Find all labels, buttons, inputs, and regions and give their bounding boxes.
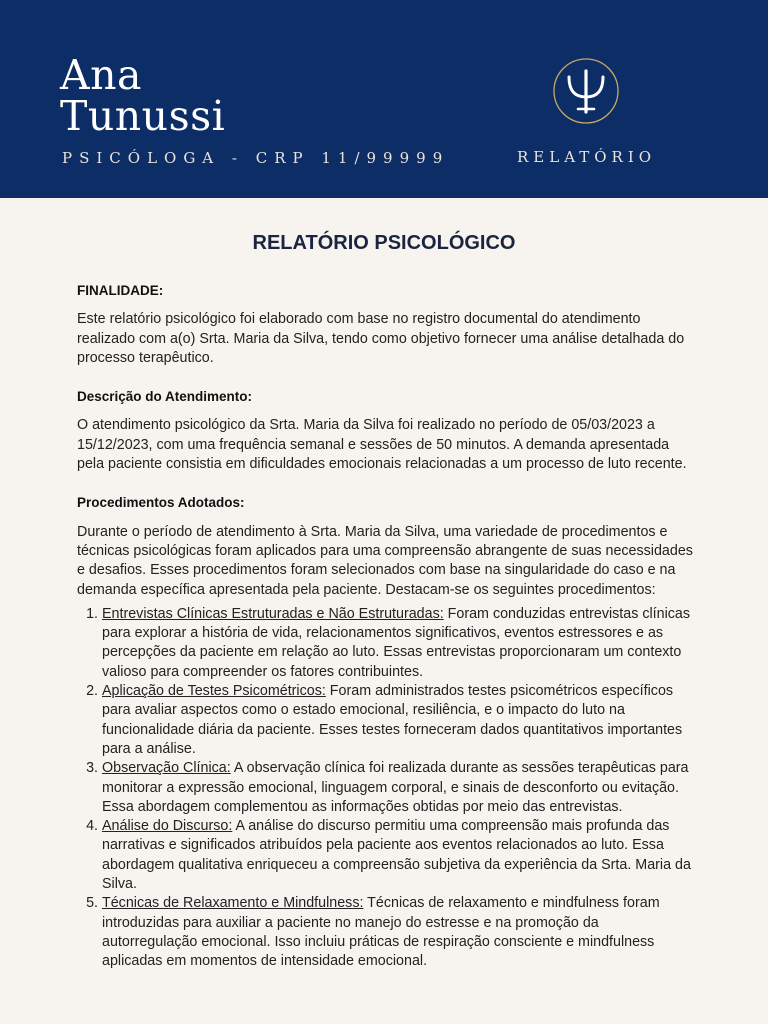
procedure-text: A análise do discurso permitiu uma compreensão mais profunda das narrativas e significados atribuídos pela paciente aos eventos relacionados ao luto. Essa abordagem qualitativa enriqueceu a compreensão subjetiva da experiência da Srta. Maria da Silva. <box>102 818 691 893</box>
section-descricao <box>77 387 697 474</box>
psi-icon <box>552 57 620 125</box>
list-item <box>102 759 697 817</box>
document-body <box>77 281 697 972</box>
author-first-name: Ana <box>60 51 142 99</box>
procedure-title: Técnicas de Relaxamento e Mindfulness: <box>102 895 364 912</box>
procedure-title: Entrevistas Clínicas Estruturadas e Não Estruturadas: <box>102 605 444 622</box>
procedure-text: Foram conduzidas entrevistas clínicas para explorar a história de vida, relacionamentos significativos, eventos estressores e as percepções da paciente em relação ao luto. Essas entrevistas proporcionaram um contexto valioso para compreender os fatores contribuintes. <box>102 605 691 680</box>
section-finalidade <box>77 281 697 368</box>
list-item <box>102 817 697 894</box>
logo-label: RELATÓRIO <box>517 148 657 166</box>
list-item <box>102 894 697 971</box>
section-heading: Procedimentos Adotados: <box>77 495 245 511</box>
section-text: Durante o período de atendimento à Srta. Maria da Silva, uma variedade de procedimentos e técnicas psicológicas foram aplicados para uma compreensão abrangente de suas necessidades e desafios. Esses procedimentos foram selecionados com base na singularidade do caso e na demanda específica apresentada pela paciente. Destacam-se os seguintes procedimentos: <box>77 523 693 598</box>
list-item <box>102 682 697 759</box>
author-last-name: Tunussi <box>60 92 226 140</box>
procedure-title: Análise do Discurso: <box>102 818 233 835</box>
procedure-text: Foram administrados testes psicométricos específicos para avaliar aspectos como o estado emocional, resiliência, e o impacto do luto na funcionalidade diária da paciente. Esses testes forneceram dados quantitativos importantes para a análise. <box>102 683 683 757</box>
section-text: O atendimento psicológico da Srta. Maria da Silva foi realizado no período de 05/03/2023 a 15/12/2023, com uma frequência semanal e sessões de 50 minutos. A demanda apresentada pela paciente consistia em dificuldades emocionais relacionadas a um processo de luto recente. <box>77 417 687 473</box>
section-procedimentos <box>77 493 697 599</box>
author-name <box>60 51 226 140</box>
procedures-list <box>77 605 697 972</box>
procedure-text: Técnicas de relaxamento e mindfulness foram introduzidas para auxiliar a paciente no manejo do estresse e na promoção da autorregulação emocional. Isso incluiu práticas de respiração consciente e mindfulness aplicadas em momentos de intensidade emocional. <box>102 895 660 970</box>
section-text: Este relatório psicológico foi elaborado com base no registro documental do atendimento realizado com a(o) Srta. Maria da Silva, tendo como objetivo fornecer uma análise detalhada do processo terapêutico. <box>77 311 685 366</box>
procedure-title: Aplicação de Testes Psicométricos: <box>102 683 326 700</box>
section-heading: Descrição do Atendimento: <box>77 389 253 405</box>
author-subtitle: PSICÓLOGA - CRP 11/99999 <box>62 149 450 167</box>
section-heading: FINALIDADE: <box>77 283 164 298</box>
letterhead <box>0 0 768 198</box>
document-title: RELATÓRIO PSICOLÓGICO <box>252 232 516 254</box>
list-item <box>102 605 697 682</box>
procedure-title: Observação Clínica: <box>102 760 231 777</box>
procedure-text: A observação clínica foi realizada durante as sessões terapêuticas para monitorar a expressão emocional, linguagem corporal, e sinais de desconforto ou evitação. Essa abordagem complementou as informações obtidas por meio das entrevistas. <box>102 760 689 815</box>
